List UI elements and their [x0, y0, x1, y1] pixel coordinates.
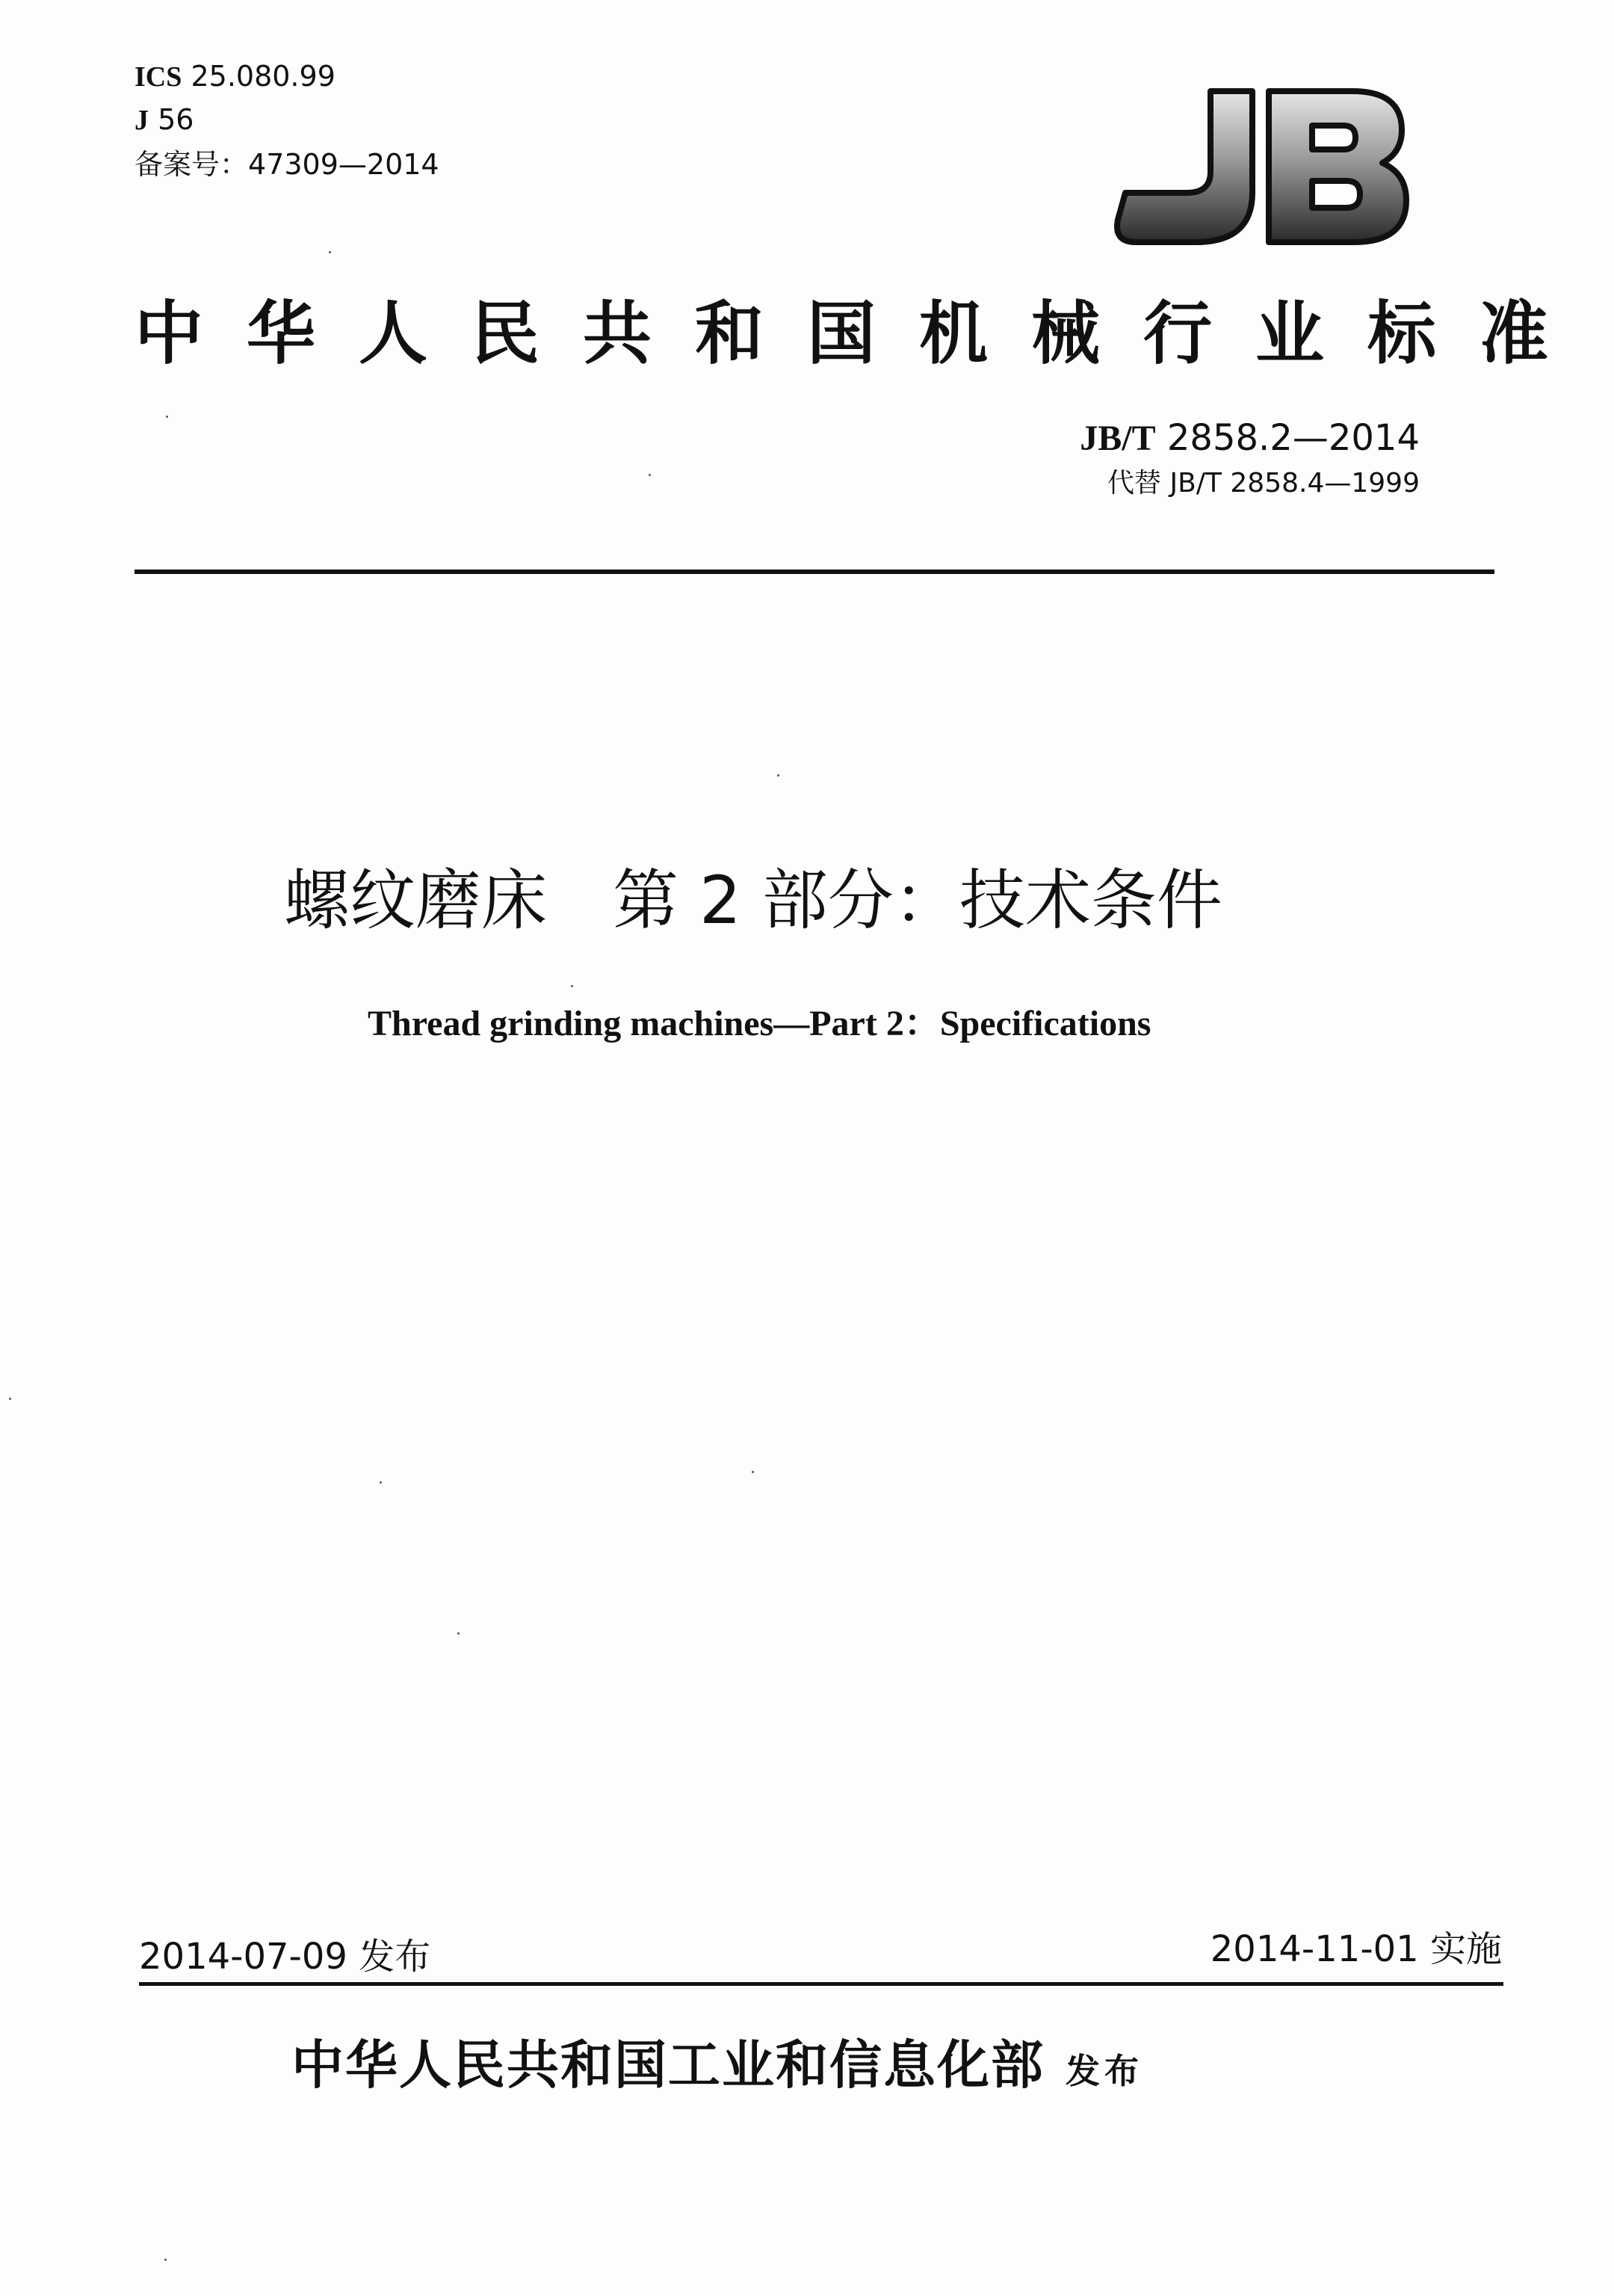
document-title-en: Thread grinding machines—Part 2：Specifications [368, 1004, 1151, 1043]
filing-record [134, 146, 439, 182]
filing-label: 备案号： [134, 148, 249, 181]
standard-prefix: JB/T [1080, 419, 1156, 458]
replaces-note [1107, 466, 1420, 501]
replaces-prefix: JB/T [1169, 468, 1222, 499]
ccs-classification [134, 102, 194, 138]
scan-speck [9, 1398, 11, 1400]
jb-logo [1106, 81, 1412, 253]
scan-speck [571, 985, 573, 987]
replaces-label: 代替 [1107, 468, 1162, 499]
scan-speck [329, 251, 331, 253]
document-title-cn: 螺纹磨床 第 2 部分：技术条件 [284, 862, 1222, 939]
ics-classification [134, 58, 336, 95]
scan-speck [777, 774, 779, 777]
standard-number [1080, 416, 1420, 461]
logo-letter-j [1117, 91, 1252, 242]
header-divider [134, 570, 1494, 574]
ccs-prefix: J [134, 105, 149, 136]
scan-speck [457, 1632, 460, 1635]
standard-code: 2858.2—2014 [1166, 417, 1420, 459]
issue-date: 2014-07-09 [139, 1936, 347, 1978]
scan-speck [166, 416, 168, 418]
implementation-label: 实施 [1429, 1928, 1502, 1970]
issue-date-line [139, 1934, 430, 1979]
logo-letter-b [1269, 91, 1406, 242]
implementation-date: 2014-11-01 [1210, 1928, 1419, 1970]
scan-speck [164, 2259, 167, 2261]
ics-prefix: ICS [134, 61, 182, 93]
filing-number: 47309—2014 [248, 148, 439, 181]
ccs-code: 56 [158, 103, 194, 136]
publisher-line [291, 2031, 1143, 2105]
replaces-code: 2858.4—1999 [1230, 468, 1420, 499]
publisher-name: 中华人民共和国工业和信息化部 [291, 2034, 1045, 2096]
implementation-date-line [1210, 1927, 1502, 1972]
scan-speck [649, 474, 651, 476]
publisher-action: 发布 [1066, 2051, 1143, 2091]
scan-speck [752, 1471, 754, 1473]
main-title: 中华人民共和国机械行业标准 [134, 294, 1592, 374]
scan-speck [380, 1481, 382, 1484]
footer-divider [139, 1982, 1503, 1986]
ics-code: 25.080.99 [191, 60, 336, 93]
issue-label: 发布 [359, 1936, 431, 1978]
